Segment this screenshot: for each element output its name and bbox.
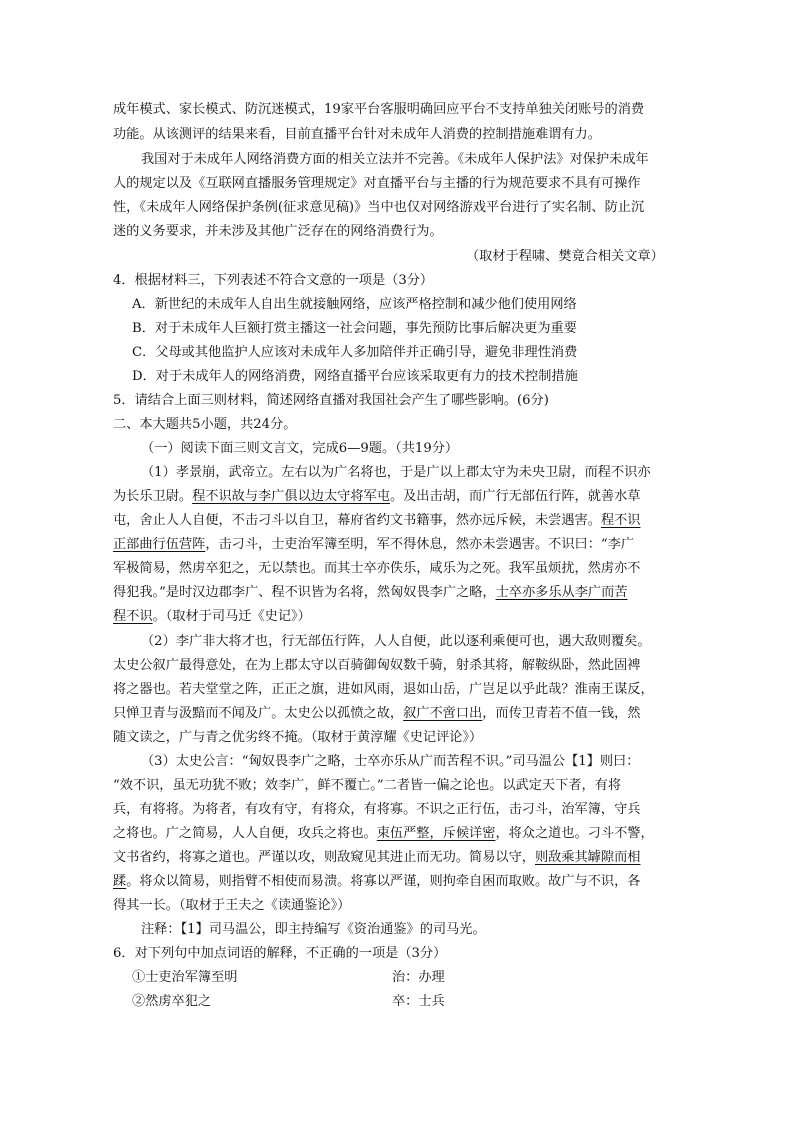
q6-item-sentence: ②然虏卒犯之 xyxy=(132,994,212,1009)
text1-line xyxy=(113,607,311,627)
text2-line xyxy=(113,704,641,724)
section-title: 二、本大题共5小题，共24分。 xyxy=(113,417,297,432)
option-d: D．对于未成年人的网络消费，网络直播平台应该采取更有力的技术控制措施 xyxy=(132,369,578,384)
text1-line: （1）孝景崩，武帝立。左右以为广名将也，于是广以上郡太守为未央卫尉，而程不识亦 xyxy=(141,465,651,480)
text-run: ，将众之道也。刁斗不警， xyxy=(495,826,654,841)
passage-line: 性，《未成年人网络保护条例(征求意见稿)》当中也仅对网络游戏平台进行了实名制、防止沉 xyxy=(113,200,645,215)
q6-item-gloss: 卒：士兵 xyxy=(392,994,445,1009)
text3-line: 得其一长。（取材于王夫之《读通鉴论》） xyxy=(113,898,351,913)
text-run: ，击刁斗，士吏治军簿至明，军不得休息，然亦未尝遇害。不识曰：“李广 xyxy=(205,537,635,552)
option-c: C．父母或其他监护人应该对未成年人多加陪伴并正确引导，避免非理性消费 xyxy=(132,345,578,360)
underlined-sentence: 程不识 xyxy=(113,609,153,624)
passage-line: 迷的义务要求，并未涉及其他广泛存在的网络消费行为。 xyxy=(113,224,443,239)
passage-line: 成年模式、家长模式、防沉迷模式，19家平台客服明确回应平台不支持单独关闭账号的消费 xyxy=(113,102,645,117)
option-a: A．新世纪的未成年人自出生就接触网络，应该严格控制和减少他们使用网络 xyxy=(132,297,577,312)
text2-line: 太史公叙广最得意处，在为上郡太守以百骑御匈奴数千骑，射杀其将，解鞍纵卧，然此固裨 xyxy=(113,658,641,673)
text-run: ，而传卫青若不值一钱，然 xyxy=(482,706,641,721)
text-run: 只惮卫青与汲黯而不闻及广。太史公以孤愤之故， xyxy=(113,706,404,721)
text-run: 。（取材于司马迁《史记》） xyxy=(152,609,311,624)
underlined-sentence: 束伍严整，斥候详密 xyxy=(376,826,496,841)
text-run: 。将众以简易，则指臂不相使而易溃。将寡以严谨，则拘牵自困而取败。故广与不识，各 xyxy=(126,874,641,889)
underlined-sentence: 则敌乘其罅隙而相 xyxy=(535,850,641,865)
text2-line: （2）李广非大将才也，行无部伍行阵，人人自便，此以逐利乘便可也，遇大敌则覆矣。 xyxy=(141,634,651,649)
text2-line: 随文读之，广与青之优劣终不掩。（取材于黄淳耀《史记评论》） xyxy=(113,730,483,745)
text3-line: “效不识，虽无功犹不败；效李广，鲜不覆亡。”二者皆一偏之论也。以武定天下者，有将 xyxy=(113,778,622,793)
passage-line: 功能。从该测评的结果来看，目前直播平台针对未成年人消费的控制措施难谓有力。 xyxy=(113,127,601,142)
q6-item-gloss: 治：办理 xyxy=(392,970,445,985)
text-run: 之将也。广之简易，人人自便，攻兵之将也。 xyxy=(113,826,377,841)
underlined-sentence: 士卒亦多乐从李广而苦 xyxy=(495,585,628,600)
text-run: 屯，舍止人人自便，不击刁斗以自卫，幕府省约文书籍事，然亦远斥候，未尝遇害。 xyxy=(113,513,601,528)
text1-line xyxy=(113,487,641,507)
text-run: 为长乐卫尉。 xyxy=(113,489,193,504)
text-run: 文书省约，将寡之道也。严谨以攻，则敌窥见其进止而无功。简易以守， xyxy=(113,850,535,865)
underlined-sentence: 蹂 xyxy=(113,874,127,889)
text1-line xyxy=(113,535,634,555)
text3-line xyxy=(113,848,641,868)
passage-line: 我国对于未成年人网络消费方面的相关立法并不完善。《未成年人保护法》对保护未成年 xyxy=(141,152,649,167)
text-run: 得犯我。”是时汉边郡李广、程不识皆为名将，然匈奴畏李广之略， xyxy=(113,585,496,600)
source-citation: （取材于程啸、樊竟合相关文章） xyxy=(466,249,664,264)
text2-line: 将之器也。若夫堂堂之阵，正正之旗，进如风雨，退如山岳，广岂足以乎此哉？淮南王谋反， xyxy=(113,682,654,697)
text3-line: （3）太史公言：“匈奴畏李广之略，士卒亦乐从广而苦程不识。”司马温公【1】则曰： xyxy=(141,754,640,769)
underlined-sentence: 叙广不啻口出 xyxy=(403,706,483,721)
underlined-sentence: 正部曲行伍营阵 xyxy=(113,537,206,552)
option-b: B．对于未成年人巨额打赏主播这一社会问题，事先预防比事后解决更为重要 xyxy=(132,321,577,336)
text1-line xyxy=(113,511,641,531)
text3-line xyxy=(113,824,654,844)
text3-line xyxy=(113,872,641,892)
question-5-stem: 5．请结合上面三则材料，简述网络直播对我国社会产生了哪些影响。(6分) xyxy=(113,393,549,408)
text1-line: 军极简易，然虏卒犯之，无以禁也。而其士卒亦佚乐，咸乐为之死。我军虽烦扰，然虏亦不 xyxy=(113,561,641,576)
question-4-stem: 4．根据材料三，下列表述不符合文意的一项是（3分） xyxy=(113,273,434,288)
text3-line: 兵，有将将。为将者，有攻有守，有将众，有将寡。不识之正行伍，击刁斗，治军簿，守兵 xyxy=(113,802,641,817)
text-run: 。及出击胡，而广行无部伍行阵，就善水草 xyxy=(389,489,641,504)
section-intro: （一）阅读下面三则文言文，完成6—9题。（共19分） xyxy=(141,441,459,456)
question-6-stem: 6．对下列句中加点词语的解释，不正确的一项是（3分） xyxy=(113,946,447,961)
passage-line: 人的规定以及《互联网直播服务管理规定》对直播平台与主播的行为规范要求不具有可操作 xyxy=(113,176,641,191)
q6-item-sentence: ①士吏治军簿至明 xyxy=(132,970,238,985)
underlined-sentence: 程不识故与李广俱以边太守将军屯 xyxy=(192,489,390,504)
footnote: 注释：【1】司马温公，即主持编写《资治通鉴》的司马光。 xyxy=(141,922,486,937)
text1-line xyxy=(113,583,627,603)
underlined-sentence: 程不识 xyxy=(600,513,641,528)
